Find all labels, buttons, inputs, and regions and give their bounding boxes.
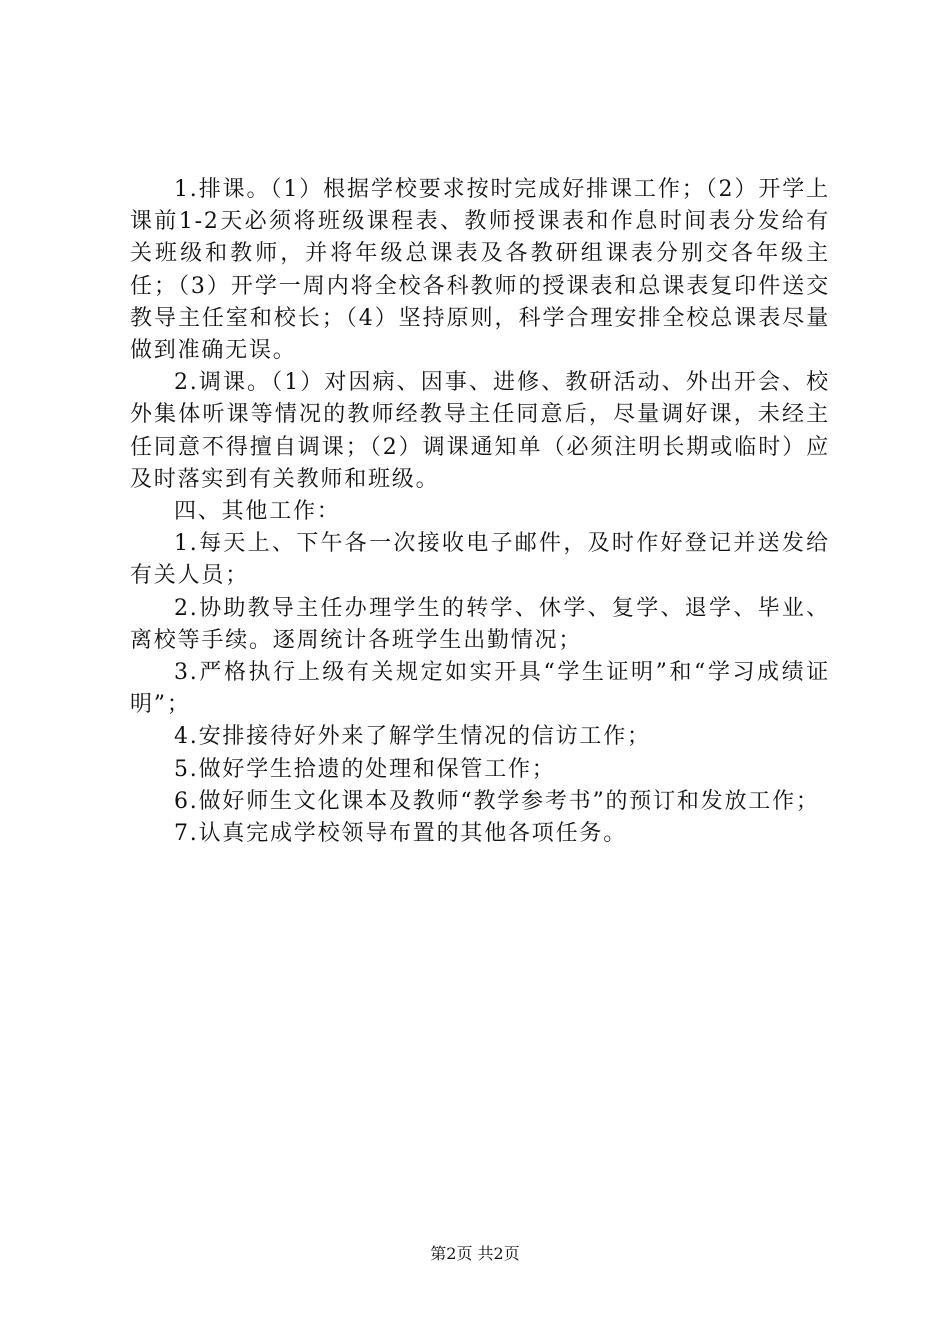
list-item-visitors: 4.安排接待好外来了解学生情况的信访工作； <box>174 724 651 750</box>
list-item-email: 1.每天上、下午各一次接收电子邮件，及时作好登记并送发给有关人员； <box>130 531 830 589</box>
list-item-other-tasks: 7.认真完成学校领导布置的其他各项任务。 <box>174 821 627 847</box>
page-number-footer: 第2页 共2页 <box>430 1244 520 1263</box>
paragraph-class-adjustment: 2.调课。（1）对因病、因事、进修、教研活动、外出开会、校外集体听课等情况的教师经教导主任同意后，尽量调好课，未经主任同意不得擅自调课；（2）调课通知单（必须注明长期或临时）应及时落实到有关教师和班级。 <box>130 370 830 492</box>
section-heading-other-work: 四、其他工作： <box>174 499 341 525</box>
list-item-student-procedures: 2.协助教导主任办理学生的转学、休学、复学、退学、毕业、离校等手续。逐周统计各班学生出勤情况； <box>130 595 830 653</box>
list-item-lost-and-found: 5.做好学生拾遗的处理和保管工作； <box>174 756 556 782</box>
list-item-textbooks: 6.做好师生文化课本及教师“教学参考书”的预订和发放工作； <box>174 788 820 814</box>
document-body <box>130 174 830 850</box>
paragraph-scheduling: 1.排课。（1）根据学校要求按时完成好排课工作；（2）开学上课前1-2天必须将班级课程表、教师授课表和作息时间表分发给有关班级和教师，并将年级总课表及各教研组课表分别交各年级主任；（3）开学一周内将全校各科教师的授课表和总课表复印件送交教导主任室和校长；（4）坚持原则，科学合理安排全校总课表尽量做到准确无误。 <box>130 177 830 364</box>
list-item-certificates: 3.严格执行上级有关规定如实开具“学生证明”和“学习成绩证明”； <box>130 660 830 718</box>
